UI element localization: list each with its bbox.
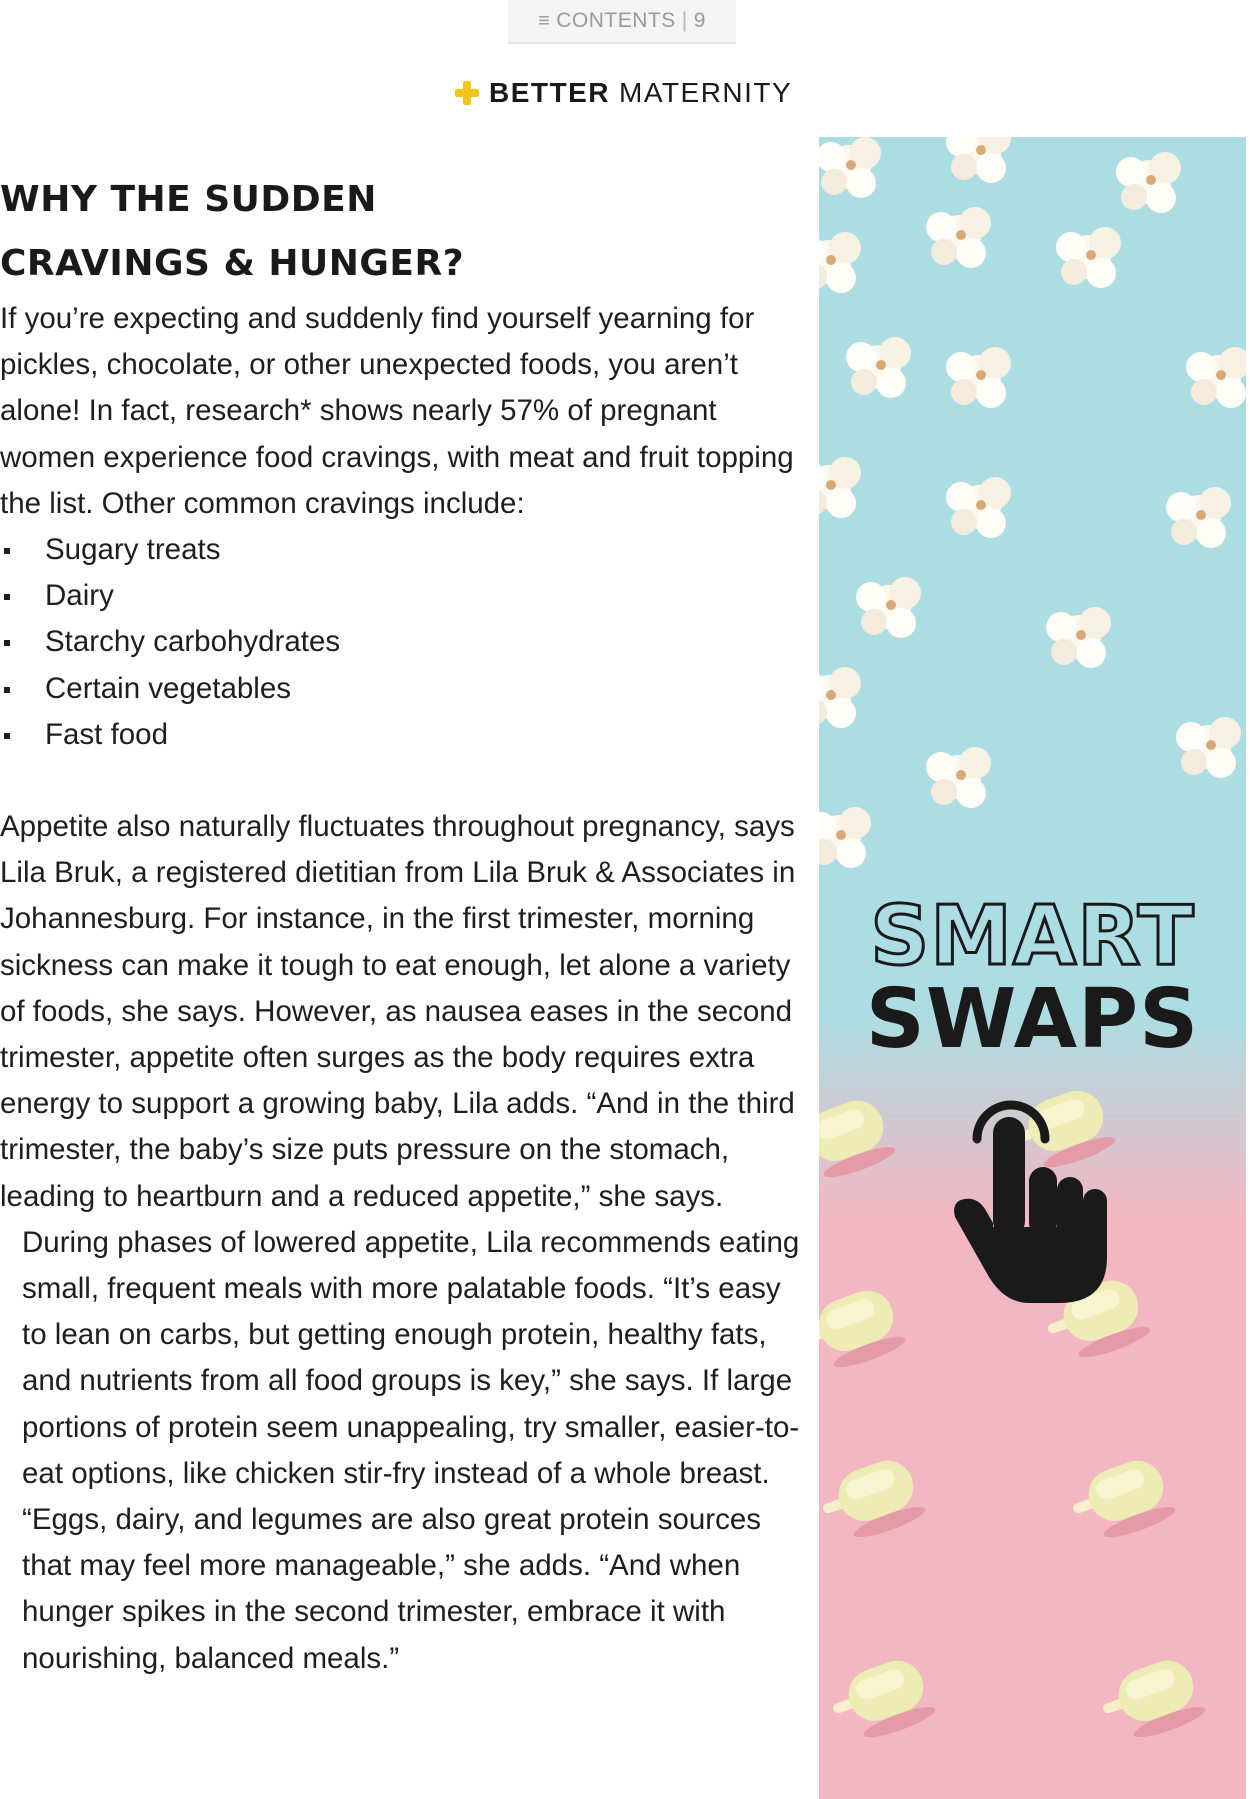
list-item: Dairy	[0, 573, 800, 619]
popcorn-piece	[1176, 717, 1241, 778]
popcorn-piece	[946, 347, 1011, 408]
popsicle	[819, 1283, 908, 1380]
popcorn-piece	[1186, 347, 1246, 408]
popsicle	[819, 1453, 928, 1550]
body-paragraph: During phases of lowered appetite, Lila recommends eating small, frequent meals with more palatable foods. “It’s easy to lean on carbs, but getting enough protein, healthy fats, and nutrients from all food groups is key,” she says. If large portions of protein seem unappealing, try smaller, easier-to-eat options, like chicken stir-fry instead of a whole breast. “Eggs, dairy, and legumes are also great protein sources that may feel more manageable,” she adds. “And when hunger spikes in the second trimester, embrace it with nourishing, balanced meals.”	[22, 1225, 800, 1675]
popcorn-piece	[819, 667, 861, 728]
plus-cross-icon	[455, 81, 479, 105]
popcorn-piece	[819, 457, 861, 518]
promo-title-outline: SMART	[870, 889, 1195, 984]
article-headline: WHY THE SUDDEN CRAVINGS & HUNGER?	[0, 179, 465, 284]
popsicle	[824, 1653, 937, 1750]
popcorn-piece	[926, 207, 991, 268]
spacer	[0, 758, 800, 804]
menu-icon: ≡	[538, 9, 551, 32]
popcorn-piece	[819, 137, 881, 198]
body-paragraph: Appetite also naturally fluctuates throughout pregnancy, says Lila Bruk, a registered dietitian from Lila Bruk & Associates in Johannesburg. For instance, in the first trimester, morning sickness can make it tough to eat enough, let alone a variety of foods, she says. However, as nausea eases in the second trimester, appetite often surges as the body requires extra energy to support a growing baby, Lila adds. “And in the third trimester, the baby’s size puts pressure on the stomach, leading to heartburn and a reduced appetite,” she says.	[0, 810, 796, 1213]
popsicle	[1094, 1653, 1207, 1750]
tap-hand-icon	[949, 1077, 1119, 1307]
popcorn-piece	[946, 477, 1011, 538]
intro-paragraph: If you’re expecting and suddenly find yourself yearning for pickles, chocolate, or other unexpected foods, you aren’t alone! In fact, research* shows nearly 57% of pregnant women experience food cravings, with meat and fruit topping the list. Other common cravings include:	[0, 302, 794, 520]
popcorn-piece	[1056, 227, 1121, 288]
brand-regular: MATERNITY	[619, 77, 793, 108]
list-item: Sugary treats	[0, 527, 800, 573]
popcorn-piece	[1046, 607, 1111, 668]
brand-bold: BETTER	[489, 77, 610, 108]
contents-button[interactable]	[508, 0, 736, 44]
popcorn-piece	[819, 232, 861, 293]
page-number: 9	[693, 9, 706, 32]
list-item: Certain vegetables	[0, 666, 800, 712]
separator: |	[681, 9, 688, 32]
promo-title-solid: SWAPS	[865, 972, 1200, 1067]
article	[0, 168, 800, 1682]
popsicle	[1064, 1453, 1177, 1550]
popcorn-piece	[1116, 152, 1181, 213]
list-item: Fast food	[0, 712, 800, 758]
popsicle	[819, 1093, 898, 1190]
popcorn-piece	[846, 337, 911, 398]
cravings-list	[0, 527, 800, 758]
popcorn-piece	[926, 747, 991, 808]
popcorn-piece	[819, 807, 871, 868]
list-item: Starchy carbohydrates	[0, 619, 800, 665]
popcorn-piece	[946, 137, 1011, 183]
popcorn-piece	[1166, 487, 1231, 548]
contents-label: CONTENTS	[556, 9, 676, 32]
popcorn-piece	[856, 577, 921, 638]
section-header	[455, 76, 792, 110]
smart-swaps-banner[interactable]	[819, 137, 1246, 1799]
